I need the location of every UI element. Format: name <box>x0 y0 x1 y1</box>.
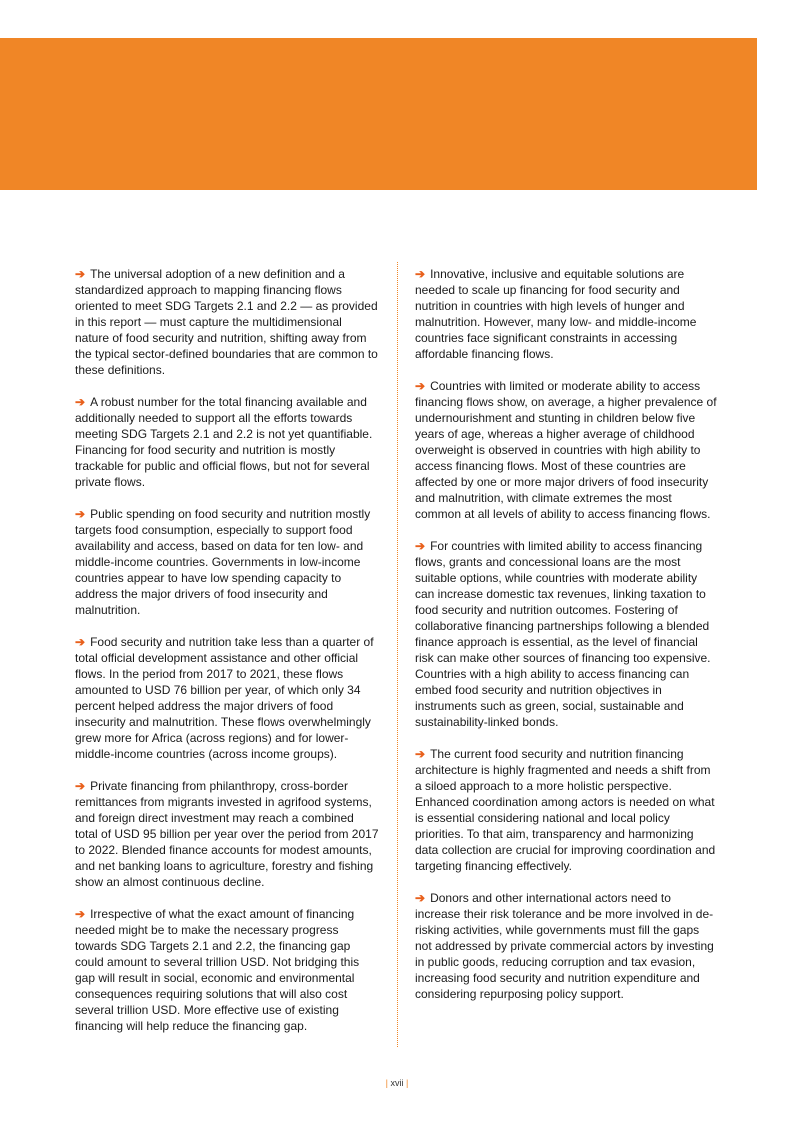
arrow-right-icon: ➔ <box>75 267 86 281</box>
arrow-right-icon: ➔ <box>415 539 426 553</box>
key-message-text: Innovative, inclusive and equitable solutions are needed to scale up financing for food security and nutrition in countries with high levels of hunger and malnutrition. However, many low- and middle-income countries face significant constraints in accessing affordable financing flows. <box>415 267 697 361</box>
column-divider <box>397 262 398 1047</box>
key-message <box>75 906 379 1034</box>
arrow-right-icon: ➔ <box>75 635 86 649</box>
key-message <box>415 538 719 730</box>
arrow-right-icon: ➔ <box>75 779 86 793</box>
arrow-right-icon: ➔ <box>75 907 86 921</box>
key-message <box>75 634 379 762</box>
key-message <box>415 890 719 1002</box>
key-message <box>75 266 379 378</box>
arrow-right-icon: ➔ <box>415 747 426 761</box>
key-message-text: Food security and nutrition take less than a quarter of total official development assistance and other official flows. In the period from 2017 to 2021, these flows amounted to USD 76 billion per year, of which only 34 percent helped address the major drivers of food insecurity and malnutrition. These flows overwhelmingly grew more for Africa (across regions) and for lower-middle-income countries (across income groups). <box>75 635 374 761</box>
key-message-text: For countries with limited ability to access financing flows, grants and concessional loans are the most suitable options, while countries with moderate ability can increase domestic tax revenues, linking taxation to food security and nutrition outcomes. Fostering of collaborative financing partnerships following a blended finance approach is essential, as the level of financial risk can make other sources of financing too expensive. Countries with a high ability to access financing can embed food security and nutrition objectives in instruments such as green, social, sustainable and sustainability-linked bonds. <box>415 539 711 729</box>
header-banner <box>0 38 757 190</box>
key-message <box>415 378 719 522</box>
page-number-text: xvii <box>390 1078 404 1088</box>
arrow-right-icon: ➔ <box>415 891 426 905</box>
arrow-right-icon: ➔ <box>75 507 86 521</box>
key-message-text: Irrespective of what the exact amount of financing needed might be to make the necessary progress towards SDG Targets 2.1 and 2.2, the financing gap could amount to several trillion USD. Not bridging this gap will result in social, economic and environmental consequences requiring solutions that will also cost several trillion USD. More effective use of existing financing will help reduce the financing gap. <box>75 907 360 1033</box>
arrow-right-icon: ➔ <box>415 267 426 281</box>
key-message-text: Public spending on food security and nutrition mostly targets food consumption, especially to support food availability and access, based on data for ten low- and middle-income countries. Governments in low-income countries appear to have low spending capacity to address the major drivers of food insecurity and malnutrition. <box>75 507 371 617</box>
right-column <box>415 266 719 1018</box>
key-message <box>75 506 379 618</box>
key-message-text: Donors and other international actors need to increase their risk tolerance and be more involved in de-risking activities, while governments must fill the gaps not addressed by private commercial actors by investing in public goods, reducing corruption and tax evasion, increasing food security and nutrition expenditure and considering repurposing policy support. <box>415 891 714 1001</box>
key-message-text: Countries with limited or moderate ability to access financing flows show, on average, a higher prevalence of undernourishment and stunting in children below five years of age, whereas a higher average of childhood overweight is observed in countries with high ability to access financing flows. Most of these countries are affected by one or more major drivers of food insecurity and malnutrition, with climate extremes the most common at all levels of ability to access financing flows. <box>415 379 717 521</box>
key-message-text: The universal adoption of a new definition and a standardized approach to mapping financing flows oriented to meet SDG Targets 2.1 and 2.2 — as provided in this report — must capture the multidimensional nature of food security and nutrition, shifting away from the typical sector-defined boundaries that are common to these definitions. <box>75 267 378 377</box>
arrow-right-icon: ➔ <box>415 379 426 393</box>
key-message <box>415 746 719 874</box>
key-message-text: The current food security and nutrition financing architecture is highly fragmented and needs a shift from a siloed approach to a more holistic perspective. Enhanced coordination among actors is needed on what is essential considering national and local policy priorities. To that aim, transparency and harmonizing data collection are crucial for improving coordination and targeting financing effectively. <box>415 747 716 873</box>
key-message <box>75 394 379 490</box>
key-message <box>415 266 719 362</box>
page-number: | xvii | <box>385 1078 409 1088</box>
key-message-text: Private financing from philanthropy, cross-border remittances from migrants invested in agrifood systems, and foreign direct investment may reach a combined total of USD 95 billion per year over the period from 2017 to 2022. Blended finance accounts for modest amounts, and net banking loans to agriculture, forestry and fishing show an almost continuous decline. <box>75 779 379 889</box>
key-message <box>75 778 379 890</box>
arrow-right-icon: ➔ <box>75 395 86 409</box>
key-message-text: A robust number for the total financing available and additionally needed to support all the efforts towards meeting SDG Targets 2.1 and 2.2 is not yet quantifiable. Financing for food security and nutrition is mostly trackable for public and official flows, but not for several private flows. <box>75 395 373 489</box>
left-column <box>75 266 379 1050</box>
